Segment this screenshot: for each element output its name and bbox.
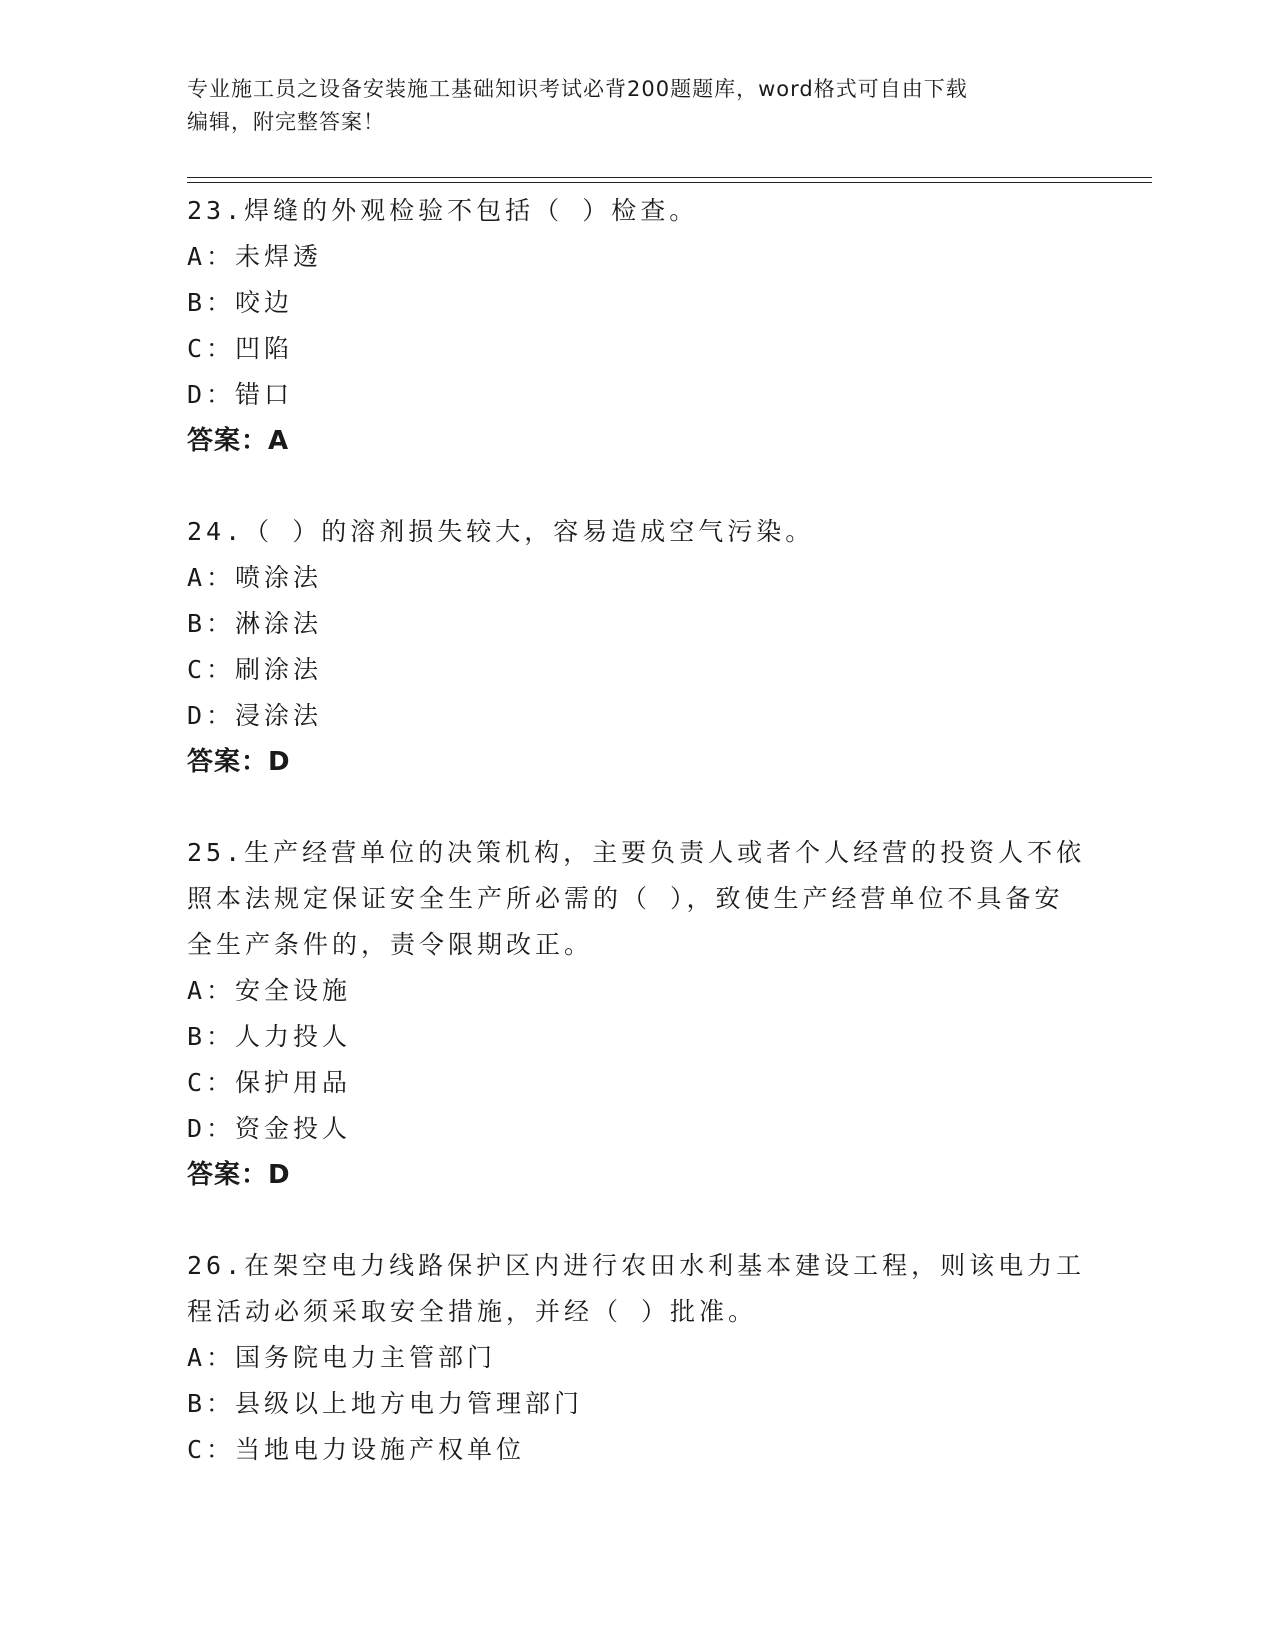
- question-25: [187, 830, 1087, 1198]
- option-c: C：凹陷: [187, 334, 294, 363]
- question-stem-line-2: 程活动必须采取安全措施，并经（ ）批准。: [187, 1297, 758, 1326]
- answer-text: 答案：D: [187, 1160, 291, 1190]
- answer-text: 答案：D: [187, 747, 291, 777]
- option-d: D：浸涂法: [187, 701, 323, 730]
- header-title-line-2: 编辑，附完整答案！: [187, 110, 385, 134]
- question-stem: 23.焊缝的外观检验不包括（ ）检查。: [187, 196, 699, 225]
- question-stem-line-3: 全生产条件的，责令限期改正。: [187, 930, 594, 959]
- question-stem: 24.（ ）的溶剂损失较大，容易造成空气污染。: [187, 517, 815, 546]
- question-stem-line-1: 25.生产经营单位的决策机构，主要负责人或者个人经营的投资人不依: [187, 838, 1086, 867]
- question-list: [187, 188, 1087, 1518]
- option-b: B：咬边: [187, 288, 294, 317]
- option-a: A：未焊透: [187, 242, 323, 271]
- option-b: B：淋涂法: [187, 609, 323, 638]
- header-divider-bottom: [187, 182, 1152, 183]
- header-divider-top: [187, 177, 1152, 178]
- question-stem-line-1: 26.在架空电力线路保护区内进行农田水利基本建设工程，则该电力工: [187, 1251, 1086, 1280]
- option-d: D：资金投人: [187, 1114, 352, 1143]
- option-c: C：保护用品: [187, 1068, 352, 1097]
- answer-text: 答案：A: [187, 426, 290, 456]
- question-stem-line-2: 照本法规定保证安全生产所必需的（ ），致使生产经营单位不具备安: [187, 884, 1064, 913]
- option-c: C：刷涂法: [187, 655, 323, 684]
- question-26: [187, 1243, 1087, 1473]
- header-title-line-1: 专业施工员之设备安装施工基础知识考试必背200题题库，word格式可自由下载: [187, 77, 968, 101]
- question-24: [187, 509, 1087, 785]
- option-b: B：人力投人: [187, 1022, 352, 1051]
- option-a: A：喷涂法: [187, 563, 323, 592]
- document-header: [187, 73, 1087, 139]
- option-c: C：当地电力设施产权单位: [187, 1435, 526, 1464]
- option-a: A：国务院电力主管部门: [187, 1343, 497, 1372]
- option-b: B：县级以上地方电力管理部门: [187, 1389, 584, 1418]
- option-a: A：安全设施: [187, 976, 352, 1005]
- option-d: D：错口: [187, 380, 294, 409]
- question-23: [187, 188, 1087, 464]
